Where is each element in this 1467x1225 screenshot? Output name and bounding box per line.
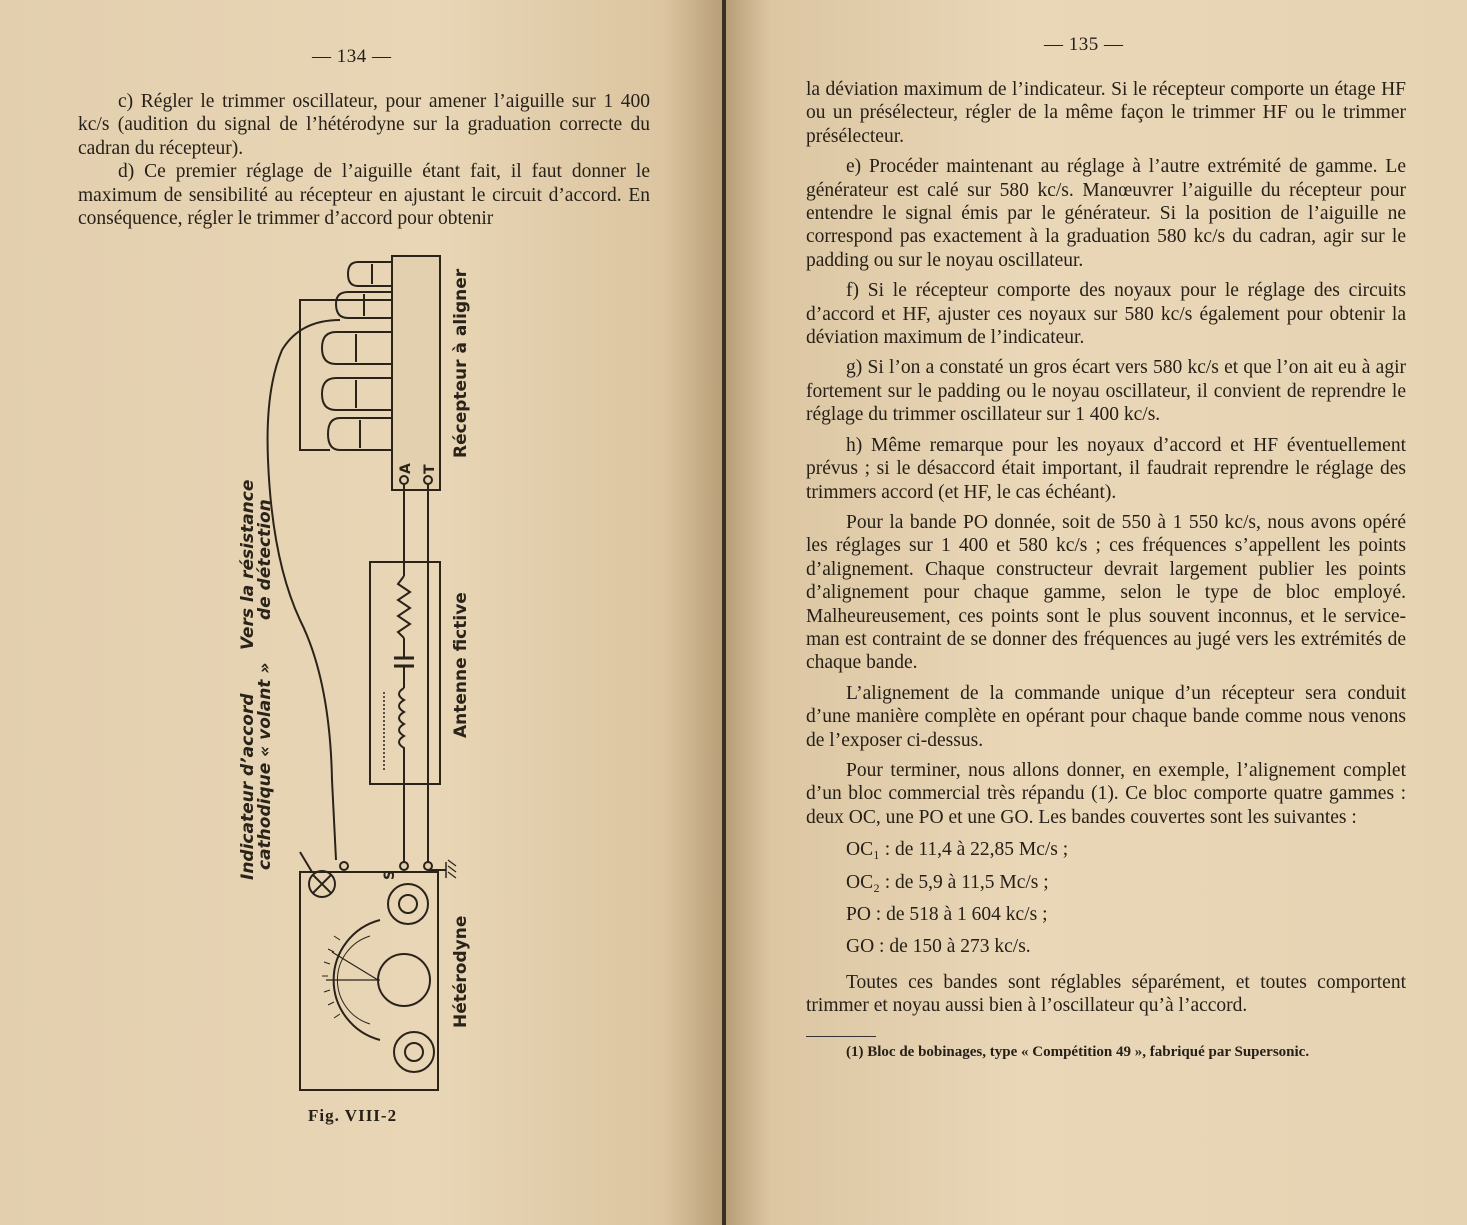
page-number-134: — 134 — bbox=[312, 46, 392, 67]
label-terminal-s: S bbox=[382, 869, 398, 880]
label-indicator-2: cathodique « volant » bbox=[255, 662, 275, 870]
label-terminal-t: T bbox=[422, 464, 438, 474]
band-po: PO : de 518 à 1 604 kc/s ; bbox=[846, 904, 1048, 925]
paragraph-closing: Toutes ces bandes sont réglables séparément, et toutes comportent trimmer et noyau aussi bien à l’oscillateur qu’à l’accord. bbox=[806, 971, 1406, 1017]
paragraph-exemple: Pour terminer, nous allons donner, en exemple, l’alignement complet d’un bloc commercial très répandu (1). Ce bloc comporte quatre gammes : deux OC, une PO et une GO. Les bandes couvertes sont les suivantes : bbox=[806, 759, 1406, 828]
footnote: (1) Bloc de bobinages, type « Compétition 49 », fabriqué par Supersonic. bbox=[846, 1043, 1310, 1060]
paragraph-h: h) Même remarque pour les noyaux d’accord et HF éventuellement prévus ; si le désaccord était important, il faudrait reprendre le réglage des trimmers accord (et HF, le cas échéant). bbox=[806, 434, 1406, 503]
label-heterodyne: Hétérodyne bbox=[451, 915, 471, 1028]
paragraph-continued: la déviation maximum de l’indicateur. Si le récepteur comporte un étage HF ou un présélecteur, régler de la même façon le trimmer HF ou le trimmer présélecteur. bbox=[806, 79, 1406, 147]
paragraph-alignement: L’alignement de la commande unique d’un récepteur sera conduit d’une manière complète en opérant pour chaque bande comme nous venons de l’exposer ci-dessus. bbox=[806, 682, 1406, 751]
paragraph-d: d) Ce premier réglage de l’aiguille étant fait, il faut donner le maximum de sensibilité au récepteur en ajustant le circuit d’accord. En conséquence, régler le trimmer d’accord pour obtenir bbox=[78, 161, 650, 230]
paragraph-g: g) Si l’on a constaté un gros écart vers 580 kc/s et que l’on ait eu à agir fortement sur le padding ou le noyau oscillateur, il convient de reprendre le réglage du trimmer oscillateur sur 1 400 kc/s. bbox=[806, 357, 1406, 426]
footnote-rule bbox=[806, 1036, 876, 1037]
label-resistance-1: Vers la résistance bbox=[238, 479, 258, 650]
figure-caption: Fig. VIII-2 bbox=[308, 1106, 398, 1125]
label-receiver: Récepteur à aligner bbox=[451, 268, 471, 458]
right-text-block bbox=[806, 78, 1406, 1061]
right-page bbox=[726, 0, 1467, 1225]
label-terminal-a: A bbox=[398, 463, 414, 474]
paragraph-c: c) Régler le trimmer oscillateur, pour amener l’aiguille sur 1 400 kc/s (audition du signal de l’hétérodyne sur la graduation correcte du cadran du récepteur). bbox=[78, 91, 650, 159]
figure-viii-2 bbox=[0, 240, 722, 1140]
label-resistance-2: de détection bbox=[255, 499, 275, 620]
receiver-box bbox=[392, 256, 440, 490]
paragraph-bande-po: Pour la bande PO donnée, soit de 550 à 1 550 kc/s, nous avons opéré les réglages sur 1 400 et 580 kc/s ; ces fréquences s’appellent les points d’alignement. Chaque constructeur devrait largement publier les points d’alignement pour chaque gamme, selon le type de bloc employé. Malheureusement, ces points sont le plus souvent inconnus, et le service-man est contraint de se donner des fréquences au jugé vers les extrémités de chaque bande. bbox=[806, 511, 1406, 674]
page-number-135: — 135 — bbox=[1044, 34, 1124, 55]
left-text-block bbox=[78, 90, 650, 230]
left-page bbox=[0, 0, 722, 1225]
band-oc1: OC₁ : de 11,4 à 22,85 Mc/s ; bbox=[846, 839, 1069, 861]
band-go: GO : de 150 à 273 kc/s. bbox=[846, 936, 1031, 958]
label-antenna: Antenne fictive bbox=[451, 592, 471, 738]
paragraph-e: e) Procéder maintenant au réglage à l’autre extrémité de gamme. Le générateur est calé sur 580 kc/s. Manœuvrer l’aiguille du récepteur pour entendre le signal émis par le générateur. Si la position de l’aiguille ne correspond pas exactement à la graduation 580 kc/s du cadran, agir sur le padding ou sur le noyau oscillateur. bbox=[806, 156, 1406, 271]
label-indicator-1: Indicateur d’accord bbox=[238, 693, 258, 880]
band-oc2: OC₂ : de 5,9 à 11,5 Mc/s ; bbox=[846, 871, 1049, 893]
paragraph-f: f) Si le récepteur comporte des noyaux pour le réglage des circuits d’accord et HF, ajuster ces noyaux sur 580 kc/s également pour obtenir la déviation maximum de l’indicateur. bbox=[806, 280, 1406, 349]
